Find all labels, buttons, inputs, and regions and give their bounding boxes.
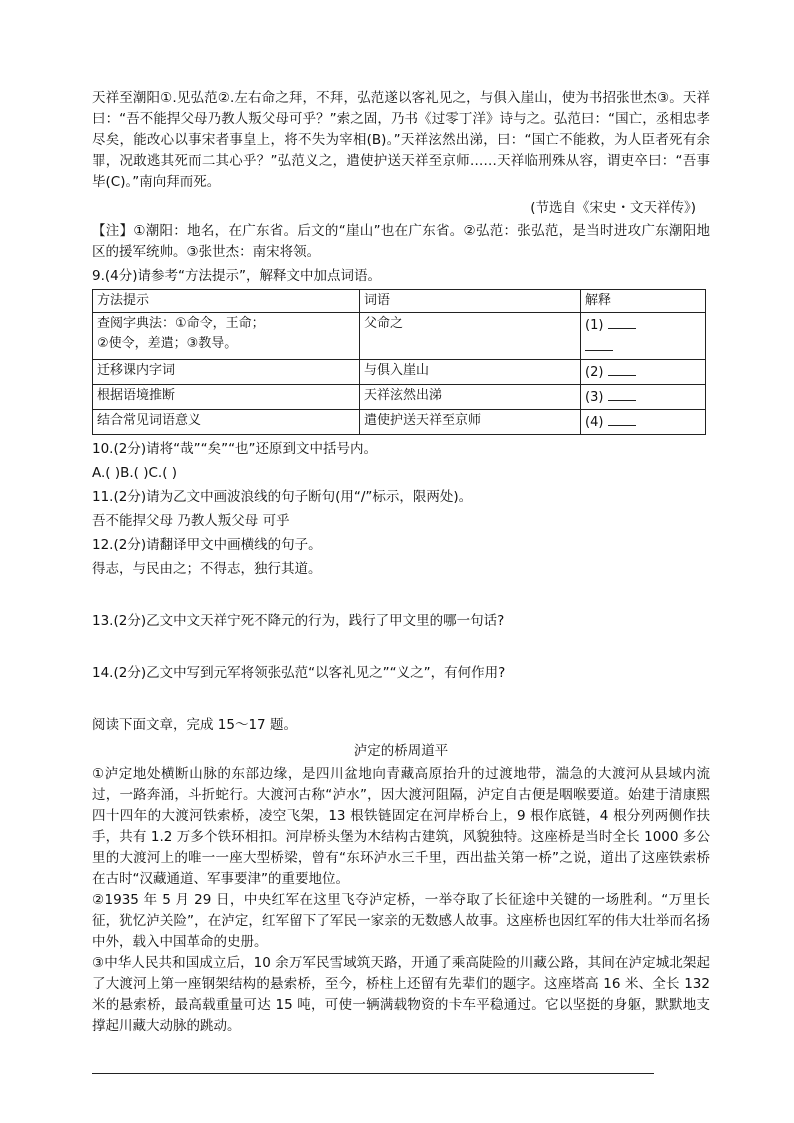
- article-paragraph-2: ②1935 年 5 月 29 日，中央红军在这里飞夺泸定桥，一举夺取了长征途中关键的一场胜利。“万里长征，犹忆泸关险”，在泸定，红军留下了军民一家亲的无数感人故事。这座桥也因红军的伟大壮举而名扬中外，载入中国革命的史册。: [92, 892, 710, 950]
- word-cell: 与俱入崖山: [360, 360, 581, 385]
- table-row: [93, 385, 706, 410]
- header-word: 词语: [360, 290, 581, 313]
- method-text: ②使令，差遣；③教导。: [97, 336, 238, 351]
- answer-cell[interactable]: [581, 360, 706, 385]
- answer-number: (1): [585, 318, 604, 333]
- word-cell: 天祥泫然出涕: [360, 385, 581, 410]
- question-12-sentence: 得志，与民由之；不得志，独行其道。: [92, 561, 322, 577]
- method-cell: 根据语境推断: [93, 385, 360, 410]
- table-row: [93, 410, 706, 435]
- question-11: 11.(2分)请为乙文中画波浪线的句子断句(用“/”标示，限两处)。: [92, 489, 473, 505]
- answer-number: (2): [585, 365, 604, 380]
- table-row: [93, 313, 706, 360]
- answer-space[interactable]: [92, 634, 710, 660]
- answer-number: (4): [585, 415, 604, 430]
- header-explanation: 解释: [581, 290, 706, 313]
- passage-b-text: 天祥至潮阳①.见弘范②.左右命之拜，不拜，弘范遂以客礼见之，与俱入崖山，使为书招张世杰③。天祥曰：“吾不能捍父母乃教人叛父母可乎？”索之固，乃书《过零丁洋》诗与之。弘范曰：“国亡，丞相忠孝尽矣，能改心以事宋者事皇上，将不失为宰相(B)。”天祥泫然出涕，曰：“国亡不能救，为人臣者死有余罪，况敢逃其死而二其心乎？”弘范义之，遣使护送天祥至京师……天祥临刑殊从容，谓吏卒曰：“吾事毕(C)。”南向拜而死。: [92, 90, 710, 190]
- method-cell: [93, 313, 360, 360]
- table-row: [93, 360, 706, 385]
- method-cell: 结合常见词语意义: [93, 410, 360, 435]
- question-10-options[interactable]: A.( )B.( )C.( ): [92, 465, 178, 481]
- article-paragraph-3: ③中华人民共和国成立后，10 余万军民雪域筑天路，开通了乘高陡险的川藏公路，其间在泸定城北架起了大渡河上第一座钢架结构的悬索桥，至今，桥柱上还留有先辈们的题字。这座塔高 16 米、全长 132 米的悬索桥，最高载重量可达 15 吨，可使一辆满载物资的卡车平稳通过。它以坚挺的身躯，默默地支撑起川藏大动脉的跳动。: [92, 955, 710, 1034]
- article-paragraph-1: ①泸定地处横断山脉的东部边缘，是四川盆地向青藏高原抬升的过渡地带，湍急的大渡河从县域内流过，一路奔涌，斗折蛇行。大渡河古称“泸水”，因大渡河阻隔，泸定自古便是咽喉要道。始建于清康熙四十四年的大渡河铁索桥，凌空飞架，13 根铁链固定在河岸桥台上，9 根作底链，4 根分列两侧作扶手，共有 1.2 万多个铁环相扣。河岸桥头堡为木结构古建筑，风貌独特。这座桥是当时全长 1000 多公里的大渡河上的唯一一座大型桥梁，曾有“东环泸水三千里，西出盐关第一桥”之说，道出了这座铁索桥在古时“汉藏通道、军事要津”的重要地位。: [92, 766, 710, 887]
- method-table: [92, 289, 706, 435]
- reading-instruction: 阅读下面文章，完成 15～17 题。: [92, 717, 297, 733]
- exam-page: [92, 88, 710, 1037]
- word-cell: 遣使护送天祥至京师: [360, 410, 581, 435]
- answer-cell[interactable]: [581, 385, 706, 410]
- question-13: 13.(2分)乙文中文天祥宁死不降元的行为，践行了甲文里的哪一句话?: [92, 613, 505, 629]
- passage-source: (节选自《宋史・文天祥传》): [530, 200, 696, 216]
- answer-blank[interactable]: [608, 411, 636, 426]
- question-11-sentence: 吾不能捍父母 乃教人叛父母 可乎: [92, 513, 290, 529]
- passage-note: 【注】①潮阳：地名，在广东省。后文的“崖山”也在广东省。②弘范：张弘范，是当时进攻广东潮阳地区的援军统帅。③张世杰：南宋将领。: [92, 223, 710, 260]
- article-title: 泸定的桥周道平: [353, 743, 449, 759]
- answer-blank[interactable]: [608, 314, 636, 329]
- page-bottom-rule: [92, 1073, 654, 1074]
- answer-cell[interactable]: [581, 313, 706, 360]
- answer-space[interactable]: [92, 582, 710, 608]
- method-text: 查阅字典法：①命令，王命；: [97, 316, 265, 331]
- question-12: 12.(2分)请翻译甲文中画横线的句子。: [92, 537, 322, 553]
- answer-cell[interactable]: [581, 410, 706, 435]
- question-10: 10.(2分)请将“哉”“矣”“也”还原到文中括号内。: [92, 441, 378, 457]
- answer-blank[interactable]: [608, 386, 636, 401]
- answer-number: (3): [585, 390, 604, 405]
- table-header-row: [93, 290, 706, 313]
- question-14: 14.(2分)乙文中写到元军将领张弘范“以客礼见之”“义之”，有何作用?: [92, 665, 506, 681]
- word-cell: 父命之: [360, 313, 581, 360]
- method-cell: 迁移课内字词: [93, 360, 360, 385]
- answer-space[interactable]: [92, 686, 710, 712]
- question-9: 9.(4分)请参考“方法提示”，解释文中加点词语。: [92, 268, 381, 284]
- answer-blank[interactable]: [608, 361, 636, 376]
- answer-blank[interactable]: [585, 336, 613, 351]
- header-method: 方法提示: [93, 290, 360, 313]
